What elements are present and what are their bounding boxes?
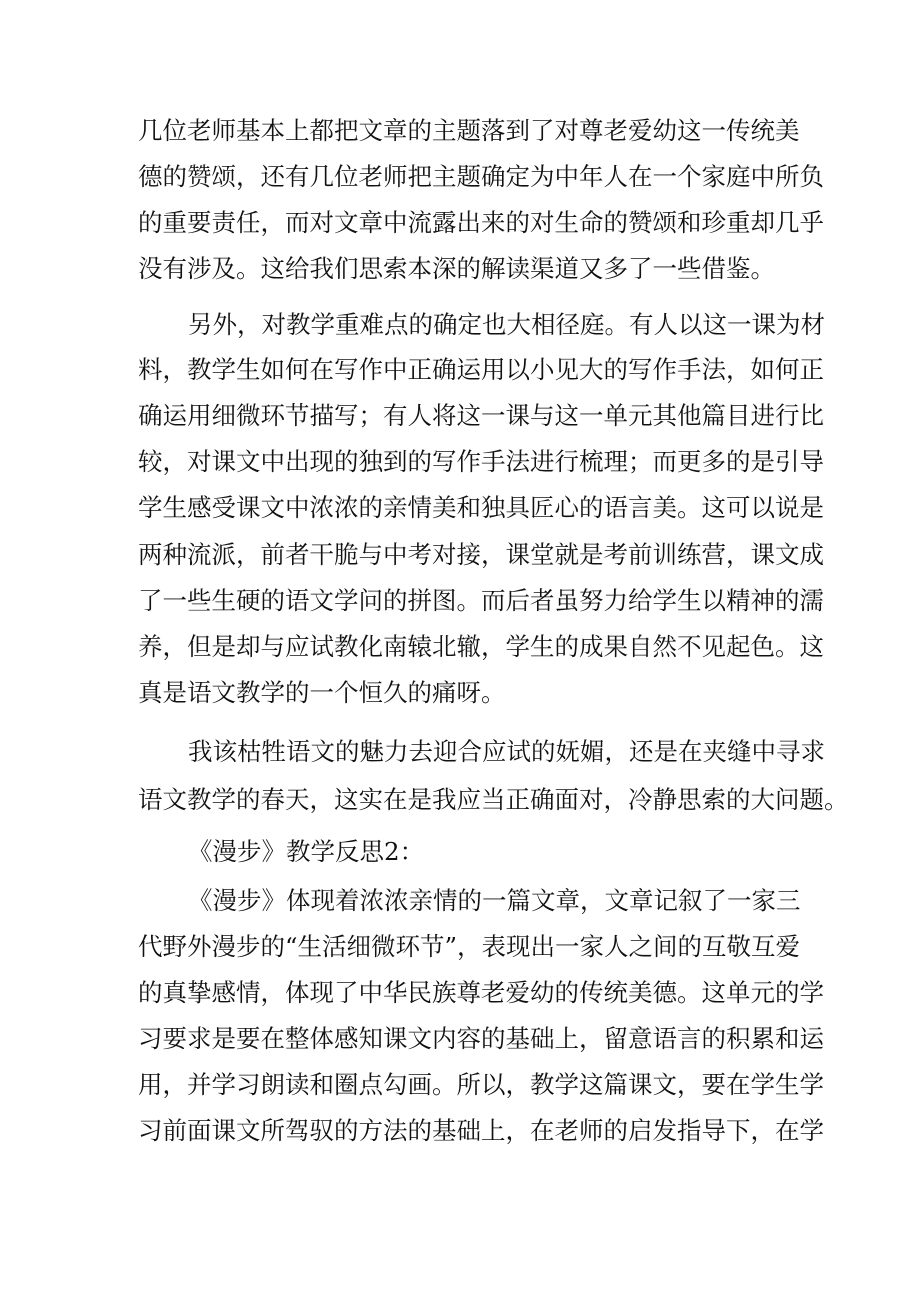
text-line: 我该枯牲语文的魅力去迎合应试的妩媚，还是在夹缝中寻求 (188, 737, 825, 766)
text-line: 两种流派，前者干脆与中考对接，课堂就是考前训练营，课文成 (138, 540, 824, 569)
text-line: 用，并学习朗读和圈点勾画。所以，教学这篇课文，要在学生学 (138, 1070, 824, 1099)
text-line: 另外，对教学重难点的确定也大相径庭。有人以这一课为材 (188, 310, 825, 339)
text-line: 真是语文教学的一个恒久的痛呀。 (138, 678, 506, 707)
text-line: 德的赞颂，还有几位老师把主题确定为中年人在一个家庭中所负 (138, 162, 824, 191)
text-line: 料，教学生如何在写作中正确运用以小见大的写作手法，如何正 (138, 355, 824, 384)
text-line: 代野外漫步的“生活细微环节”，表现出一家人之间的互敬互爱 (138, 932, 801, 961)
text-line: 的真挚感情，体现了中华民族尊老爱幼的传统美德。这单元的学 (138, 978, 824, 1007)
text-line: 养，但是却与应试教化南辕北辙，学生的成果自然不见起色。这 (138, 632, 824, 661)
section-heading: 《漫步》教学反思2： (188, 837, 425, 866)
text-line: 习要求是要在整体感知课文内容的基础上，留意语言的积累和运 (138, 1024, 824, 1053)
text-line: 没有涉及。这给我们思索本深的解读渠道又多了一些借鉴。 (138, 254, 775, 283)
text-line: 《漫步》体现着浓浓亲情的一篇文章，文章记叙了一家三 (188, 886, 801, 915)
text-line: 几位老师基本上都把文章的主题落到了对尊老爱幼这一传统美 (138, 116, 800, 145)
text-line: 语文教学的春天，这实在是我应当正确面对，冷静思索的大问题。 (138, 785, 849, 814)
text-line: 确运用细微环节描写；有人将这一课与这一单元其他篇目进行比 (138, 401, 824, 430)
text-line: 学生感受课文中浓浓的亲情美和独具匠心的语言美。这可以说是 (138, 493, 824, 522)
text-line: 习前面课文所驾驭的方法的基础上，在老师的启发指导下，在学 (138, 1116, 824, 1145)
text-line: 了一些生硬的语文学问的拼图。而后者虽努力给学生以精神的濡 (138, 586, 824, 615)
text-line: 的重要责任，而对文章中流露出来的对生命的赞颂和珍重却几乎 (138, 208, 824, 237)
text-line: 较，对课文中出现的独到的写作手法进行梳理；而更多的是引导 (138, 447, 824, 476)
